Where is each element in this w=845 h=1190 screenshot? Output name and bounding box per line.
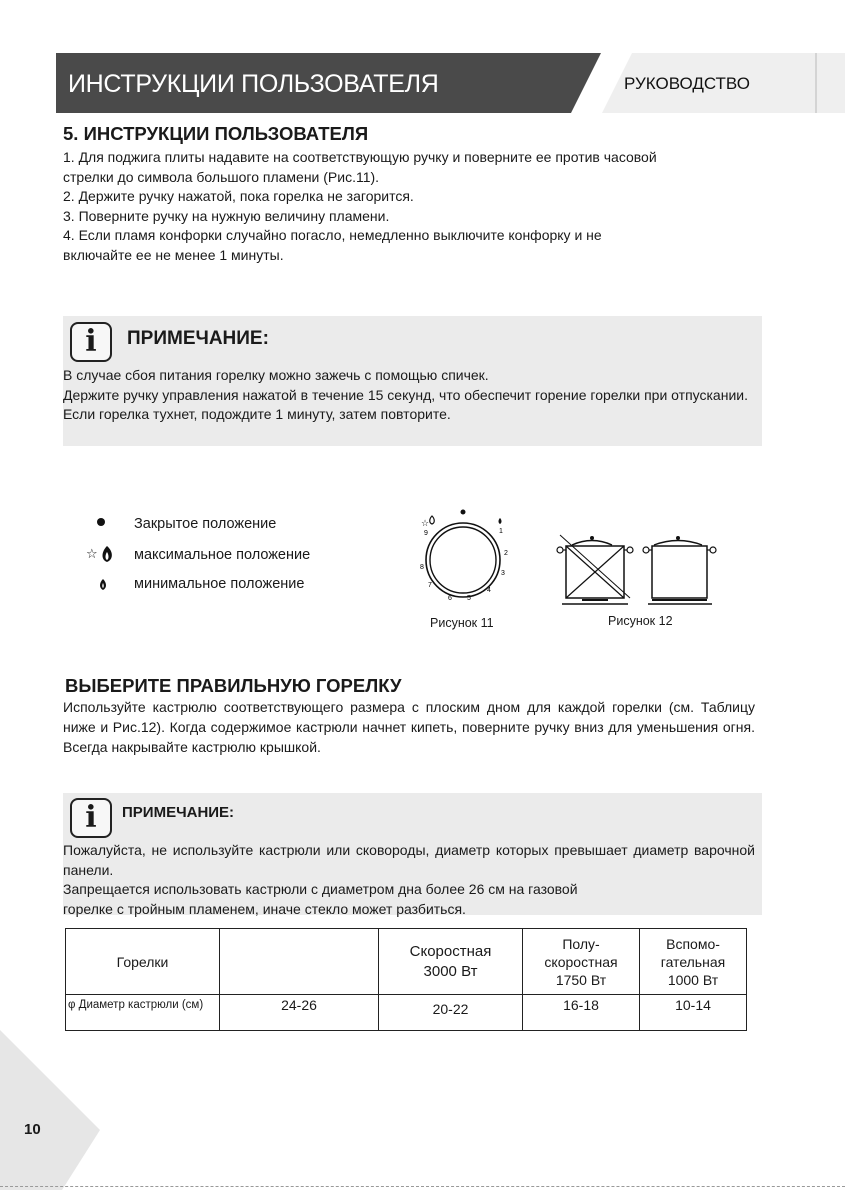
table-cell <box>640 929 747 995</box>
note-title: ПРИМЕЧАНИЕ: <box>122 804 235 821</box>
info-icon: i <box>70 798 112 838</box>
header-title: ИНСТРУКЦИИ ПОЛЬЗОВАТЕЛЯ <box>68 70 439 98</box>
instruction-line: 4. Если пламя конфорки случайно погасло, немедленно выключите конфорку и не <box>63 227 602 243</box>
header-semi-line: скоростная <box>544 953 618 970</box>
knob-label-9: 9 <box>424 530 428 537</box>
corner-decoration <box>0 1030 100 1190</box>
knob-outer-ring <box>426 523 500 597</box>
table-row <box>66 995 747 1031</box>
legend-closed-label: Закрытое положение <box>134 516 277 532</box>
star-icon: ☆ <box>86 547 98 562</box>
knob-min-flame-icon <box>499 518 502 524</box>
section-title: 5. ИНСТРУКЦИИ ПОЛЬЗОВАТЕЛЯ <box>63 123 369 144</box>
instruction-line: 1. Для поджига плиты надавите на соответствующую ручку и поверните ее против часовой <box>63 149 657 165</box>
note-text <box>63 366 755 425</box>
table-cell <box>66 929 220 995</box>
table-cell <box>523 929 640 995</box>
header-guide-label: РУКОВОДСТВО <box>624 74 750 93</box>
knob-inner-ring <box>430 527 496 593</box>
table-cell: 24-26 <box>220 995 379 1031</box>
instruction-line: стрелки до символа большого пламени (Рис.11). <box>63 168 380 185</box>
header-divider <box>815 53 817 113</box>
closed-dot-icon <box>97 518 105 526</box>
table-cell: 16-18 <box>523 995 640 1031</box>
knob-label-8: 8 <box>420 564 424 571</box>
note-line: В случае сбоя питания горелку можно зажечь с помощью спичек. <box>63 367 489 383</box>
page-number: 10 <box>24 1121 41 1138</box>
note-line: Пожалуйста, не используйте кастрюли или сковороды, диаметр которых превышает диаметр варочной панели. <box>63 842 755 878</box>
header-rapid-line: Скоростная <box>409 942 492 960</box>
table-cell <box>379 929 523 995</box>
pot-figure <box>552 530 727 610</box>
knob-label-5: 5 <box>467 595 471 602</box>
knob-star-icon: ☆ <box>421 519 430 529</box>
knob-label-7: 7 <box>428 582 432 589</box>
note-text <box>63 841 755 919</box>
header-aux-line: гательная <box>660 953 726 970</box>
note-line: горелке с тройным пламенем, иначе стекло может разбиться. <box>63 900 466 917</box>
legend-max-label: максимальное положение <box>134 547 311 563</box>
header-semi-line: 1750 Вт <box>555 971 607 988</box>
knob-off-dot <box>461 510 466 515</box>
correct-pot-icon <box>643 536 716 604</box>
instruction-list <box>63 148 763 265</box>
note-line: Держите ручку управления нажатой в течение 15 секунд, что обеспечит горение горелки при отпускании. <box>63 386 748 403</box>
legend-min-label: минимальное положение <box>134 576 305 592</box>
burner-table <box>65 928 747 1031</box>
figure-12-caption: Рисунок 12 <box>608 614 673 628</box>
table-header-burners: Горелки <box>116 953 169 970</box>
note-title: ПРИМЕЧАНИЕ: <box>127 328 269 349</box>
wrong-pot-icon <box>557 535 633 604</box>
info-icon: i <box>70 322 112 362</box>
table-row-label: φ Диаметр кастрюли (см) <box>66 995 220 1031</box>
header-aux-line: 1000 Вт <box>667 971 719 988</box>
large-flame-icon <box>103 546 112 562</box>
note-line: Если горелка тухнет, подождите 1 минуту, затем повторите. <box>63 406 451 422</box>
knob-label-4: 4 <box>487 587 491 594</box>
note-line: Запрещается использовать кастрюли с диаметром дна более 26 см на газовой <box>63 881 578 897</box>
knob-label-3: 3 <box>501 570 505 577</box>
header-aux-line: Вспомо- <box>666 935 720 952</box>
knob-label-2: 2 <box>504 550 508 557</box>
header-semi-line: Полу- <box>562 935 600 952</box>
header-rapid-line: 3000 Вт <box>423 962 478 980</box>
table-header-row <box>66 929 747 995</box>
burner-paragraph: Используйте кастрюлю соответствующего размера с плоским дном для каждой горелки (см. Таблицу ниже и Рис.12). Когда содержимое кастрюли начнет кипеть, поверните ручку вниз для уменьшения огня. Всегда накрывайте кастрюлю крышкой. <box>63 699 755 755</box>
knob-label-6: 6 <box>448 595 452 602</box>
instruction-line: включайте ее не менее 1 минуты. <box>63 246 284 263</box>
table-cell <box>220 929 379 995</box>
figure-11-caption: Рисунок 11 <box>430 616 494 630</box>
small-flame-icon <box>100 579 106 590</box>
knob-max-flame-icon <box>430 516 435 524</box>
table-cell: 10-14 <box>640 995 747 1031</box>
section-title: ВЫБЕРИТЕ ПРАВИЛЬНУЮ ГОРЕЛКУ <box>65 675 402 696</box>
bottom-rule <box>0 1186 845 1187</box>
legend-icons <box>80 510 130 600</box>
knob-label-1: 1 <box>499 528 503 535</box>
table-cell: 20-22 <box>379 995 523 1031</box>
instruction-line: 3. Поверните ручку на нужную величину пламени. <box>63 207 390 224</box>
knob-figure <box>415 505 515 610</box>
instruction-line: 2. Держите ручку нажатой, пока горелка не загорится. <box>63 188 414 204</box>
